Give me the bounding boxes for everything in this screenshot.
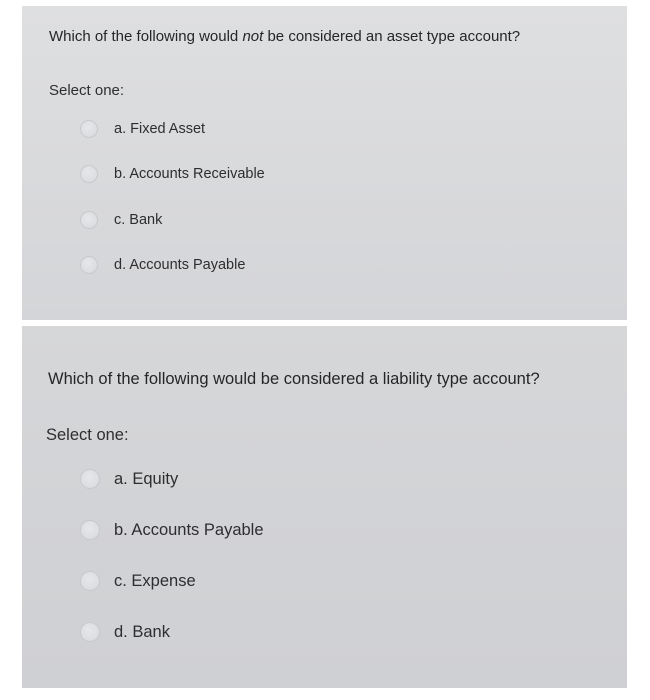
option-label: a. Fixed Asset xyxy=(114,121,206,137)
question-1-option-a[interactable] xyxy=(80,120,205,138)
question-1-option-b[interactable] xyxy=(80,165,265,183)
question-2-text: Which of the following would be considered a liability type account? xyxy=(48,370,540,388)
question-2-option-b[interactable] xyxy=(80,520,264,540)
option-label: a. Equity xyxy=(114,469,179,488)
option-label: d. Bank xyxy=(114,622,170,641)
question-panel-1 xyxy=(22,6,627,320)
radio-button-icon[interactable] xyxy=(80,622,100,642)
question-2-option-c[interactable] xyxy=(80,571,196,591)
radio-button-icon[interactable] xyxy=(80,571,100,591)
question-1-text-after: be considered an asset type account? xyxy=(263,28,521,45)
question-2-option-d[interactable] xyxy=(80,622,170,642)
radio-button-icon[interactable] xyxy=(80,120,98,138)
question-panel-2 xyxy=(22,326,627,688)
question-2-option-a[interactable] xyxy=(80,469,178,489)
radio-button-icon[interactable] xyxy=(80,211,98,229)
question-1-text-before: Which of the following would xyxy=(49,28,243,45)
option-label: c. Expense xyxy=(114,571,196,590)
radio-button-icon[interactable] xyxy=(80,165,98,183)
radio-button-icon[interactable] xyxy=(80,520,100,540)
question-1-select-label: Select one: xyxy=(49,82,125,99)
radio-button-icon[interactable] xyxy=(80,469,100,489)
option-label: d. Accounts Payable xyxy=(114,257,246,273)
question-2-select-label: Select one: xyxy=(46,426,129,444)
radio-button-icon[interactable] xyxy=(80,256,98,274)
question-1-text xyxy=(49,28,520,45)
question-1-option-c[interactable] xyxy=(80,211,162,229)
option-label: b. Accounts Receivable xyxy=(114,166,265,182)
question-1-option-d[interactable] xyxy=(80,256,245,274)
option-label: b. Accounts Payable xyxy=(114,520,264,539)
question-1-emphasis: not xyxy=(242,28,264,45)
option-label: c. Bank xyxy=(114,212,163,228)
